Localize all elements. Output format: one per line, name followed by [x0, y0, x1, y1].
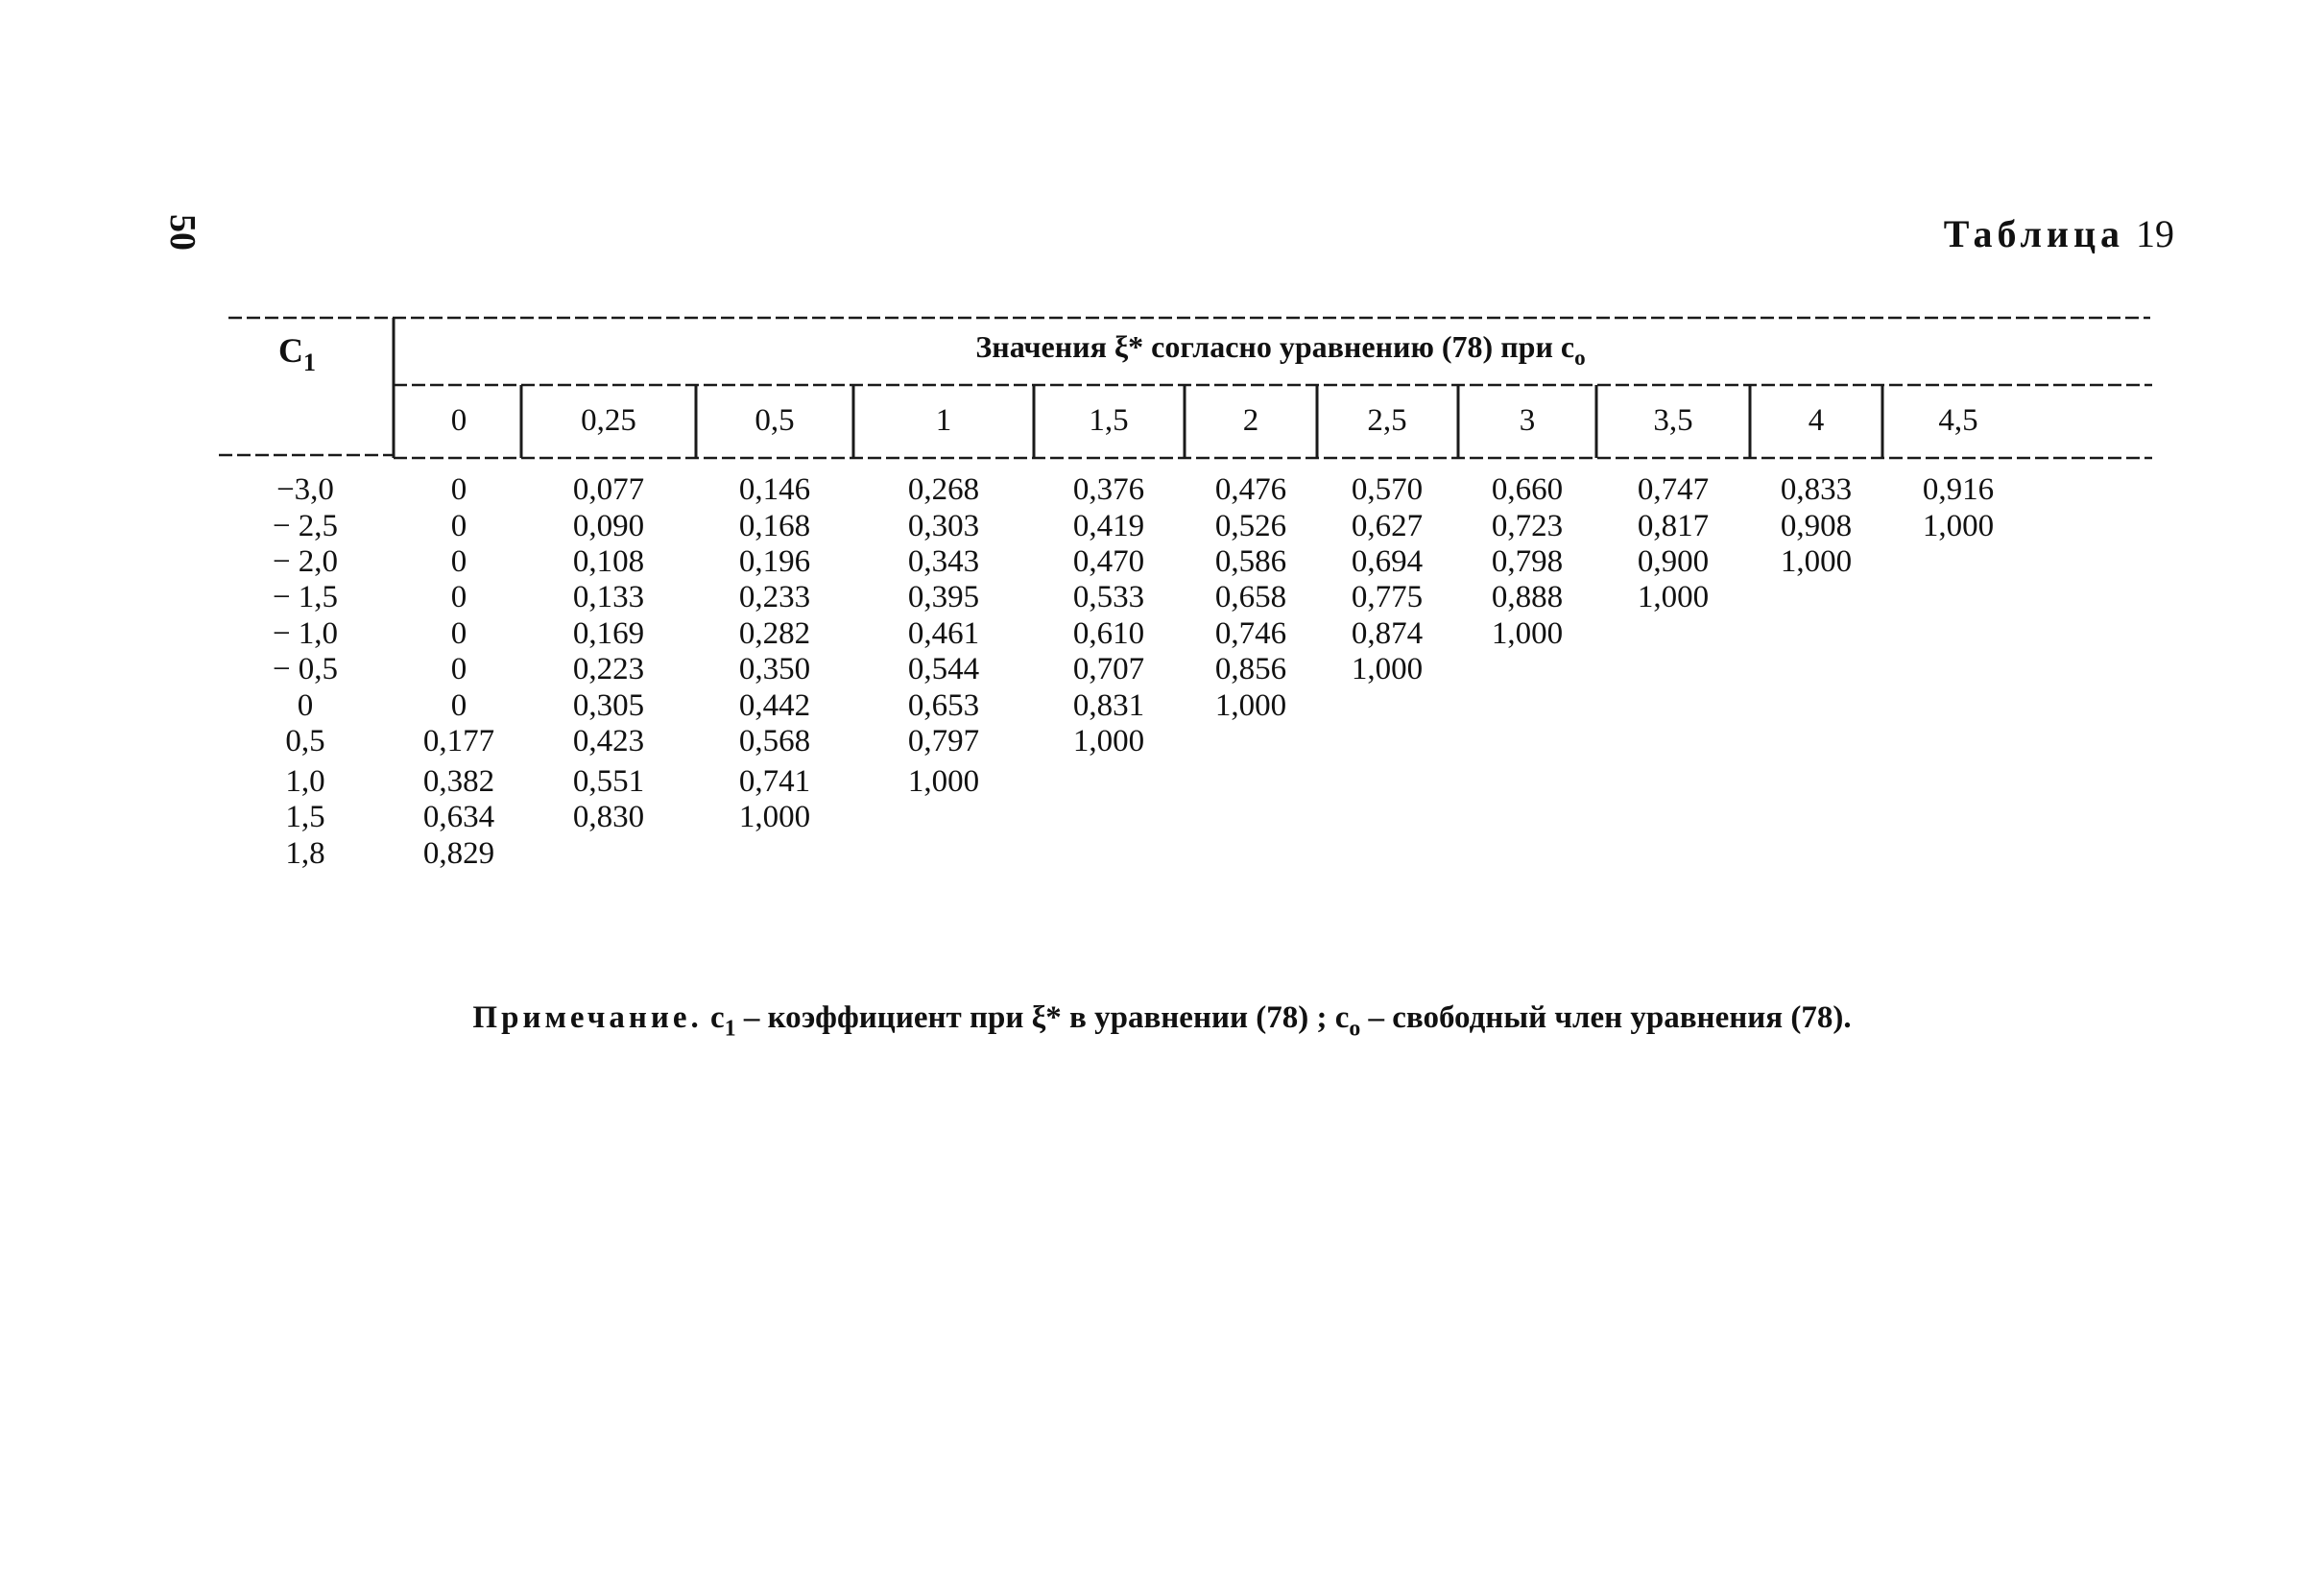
column-header: 3,5: [1653, 403, 1693, 438]
table-cell: 0,343: [907, 544, 980, 579]
table-cell: 1,000: [1072, 724, 1145, 758]
row-label-c1: −3,0: [276, 472, 334, 507]
table-note: [0, 999, 2324, 1047]
table-cell: 0: [450, 616, 467, 651]
table-cell: 0,833: [1780, 472, 1853, 507]
column-header: 4: [1808, 403, 1825, 438]
table-cell: 0,282: [738, 616, 811, 651]
stub-header-subscript: 1: [303, 349, 316, 377]
row-label-c1: 1,5: [285, 800, 325, 834]
column-header: 4,5: [1938, 403, 1978, 438]
column-header: 0,25: [581, 403, 636, 438]
table-cell: 0,303: [907, 509, 980, 543]
table-cell: 0,653: [907, 688, 980, 723]
table-cell: 0,797: [907, 724, 980, 758]
table-cell: 1,000: [1491, 616, 1564, 651]
table-cell: 0,090: [572, 509, 645, 543]
table-cell: 0,900: [1637, 544, 1710, 579]
row-label-c1: − 2,5: [272, 509, 339, 543]
table-cell: 0,916: [1922, 472, 1995, 507]
row-label-c1: 0,5: [285, 724, 325, 758]
column-group-header-subscript: o: [1574, 345, 1586, 371]
table-cell: 0: [450, 472, 467, 507]
table-cell: 0,168: [738, 509, 811, 543]
row-label-c1: 0: [297, 688, 314, 723]
column-header: 3: [1519, 403, 1536, 438]
table-cell: 1,000: [1351, 652, 1424, 686]
table-cell: 0: [450, 652, 467, 686]
table-cell: 0,305: [572, 688, 645, 723]
table-cell: 0,133: [572, 580, 645, 614]
table-cell: 0,627: [1351, 509, 1424, 543]
table-cell: 0,077: [572, 472, 645, 507]
table-cell: 0,544: [907, 652, 980, 686]
table-cell: 0,741: [738, 764, 811, 799]
table-cell: 0,888: [1491, 580, 1564, 614]
table-cell: 0,419: [1072, 509, 1145, 543]
table-cell: 0,169: [572, 616, 645, 651]
column-header: 2: [1242, 403, 1259, 438]
table-cell: 0,775: [1351, 580, 1424, 614]
table-cell: 0: [450, 688, 467, 723]
stub-header: [278, 331, 316, 382]
table-cell: 0,108: [572, 544, 645, 579]
table-label-word: Таблица: [1943, 212, 2124, 255]
table-cell: 0,146: [738, 472, 811, 507]
column-header: 1: [935, 403, 952, 438]
column-header: 0,5: [755, 403, 795, 438]
table-cell: 0: [450, 509, 467, 543]
table-cell: 1,000: [907, 764, 980, 799]
row-label-c1: − 1,5: [272, 580, 339, 614]
table-cell: 0,831: [1072, 688, 1145, 723]
table-cell: 0: [450, 544, 467, 579]
note-c1: c: [710, 1000, 725, 1035]
table-cell: 0,586: [1214, 544, 1287, 579]
stub-header-symbol: C: [278, 331, 303, 370]
table-cell: 0,568: [738, 724, 811, 758]
table-cell: 0,196: [738, 544, 811, 579]
note-text-2: – свободный член уравнения (78).: [1360, 1000, 1852, 1035]
table-cell: 0,476: [1214, 472, 1287, 507]
table-cell: 0,634: [422, 800, 495, 834]
table-cell: 0,526: [1214, 509, 1287, 543]
table-cell: 0,817: [1637, 509, 1710, 543]
row-label-c1: 1,0: [285, 764, 325, 799]
note-c0-subscript: o: [1349, 1016, 1361, 1042]
table-cell: 1,000: [1780, 544, 1853, 579]
table-cell: 0,233: [738, 580, 811, 614]
table-cell: 0,376: [1072, 472, 1145, 507]
column-header: 1,5: [1089, 403, 1129, 438]
page-number: 50: [162, 214, 203, 251]
table-cell: 0,856: [1214, 652, 1287, 686]
table-cell: 0,442: [738, 688, 811, 723]
table-cell: 1,000: [1214, 688, 1287, 723]
table-cell: 0,746: [1214, 616, 1287, 651]
table-cell: 0,551: [572, 764, 645, 799]
table-label: [1944, 213, 2174, 255]
table-cell: 0,570: [1351, 472, 1424, 507]
note-label: Примечание.: [472, 1000, 703, 1035]
table-cell: 0,461: [907, 616, 980, 651]
table-cell: 0,470: [1072, 544, 1145, 579]
table-cell: 0,423: [572, 724, 645, 758]
table-cell: 0,533: [1072, 580, 1145, 614]
row-label-c1: − 2,0: [272, 544, 339, 579]
table-cell: 0,382: [422, 764, 495, 799]
table-cell: 1,000: [1637, 580, 1710, 614]
row-label-c1: − 0,5: [272, 652, 339, 686]
table-cell: 0,610: [1072, 616, 1145, 651]
table-cell: 0,694: [1351, 544, 1424, 579]
column-header: 0: [450, 403, 467, 438]
table-cell: 0,908: [1780, 509, 1853, 543]
table-label-number: 19: [2136, 212, 2174, 255]
table-cell: 0,723: [1491, 509, 1564, 543]
table-cell: 0,395: [907, 580, 980, 614]
row-label-c1: − 1,0: [272, 616, 339, 651]
table-cell: 0,747: [1637, 472, 1710, 507]
row-label-c1: 1,8: [285, 836, 325, 871]
note-c0: c: [1334, 1000, 1350, 1035]
column-header: 2,5: [1367, 403, 1407, 438]
table-cell: 0,829: [422, 836, 495, 871]
table-cell: 0,874: [1351, 616, 1424, 651]
table-cell: 0,830: [572, 800, 645, 834]
table-cell: 0,350: [738, 652, 811, 686]
column-group-header-text: Значения ξ* согласно уравнению (78) при c: [975, 329, 1575, 364]
table-cell: 0: [450, 580, 467, 614]
table-cell: 1,000: [738, 800, 811, 834]
note-c1-subscript: 1: [724, 1016, 736, 1042]
note-text-1: – коэффициент при ξ* в уравнении (78) ;: [735, 1000, 1335, 1035]
table-cell: 0,660: [1491, 472, 1564, 507]
table-cell: 0,177: [422, 724, 495, 758]
table-cell: 0,268: [907, 472, 980, 507]
table-cell: 0,223: [572, 652, 645, 686]
column-group-header: [394, 327, 2168, 376]
table-cell: 0,707: [1072, 652, 1145, 686]
table-cell: 0,798: [1491, 544, 1564, 579]
table-cell: 0,658: [1214, 580, 1287, 614]
table-cell: 1,000: [1922, 509, 1995, 543]
